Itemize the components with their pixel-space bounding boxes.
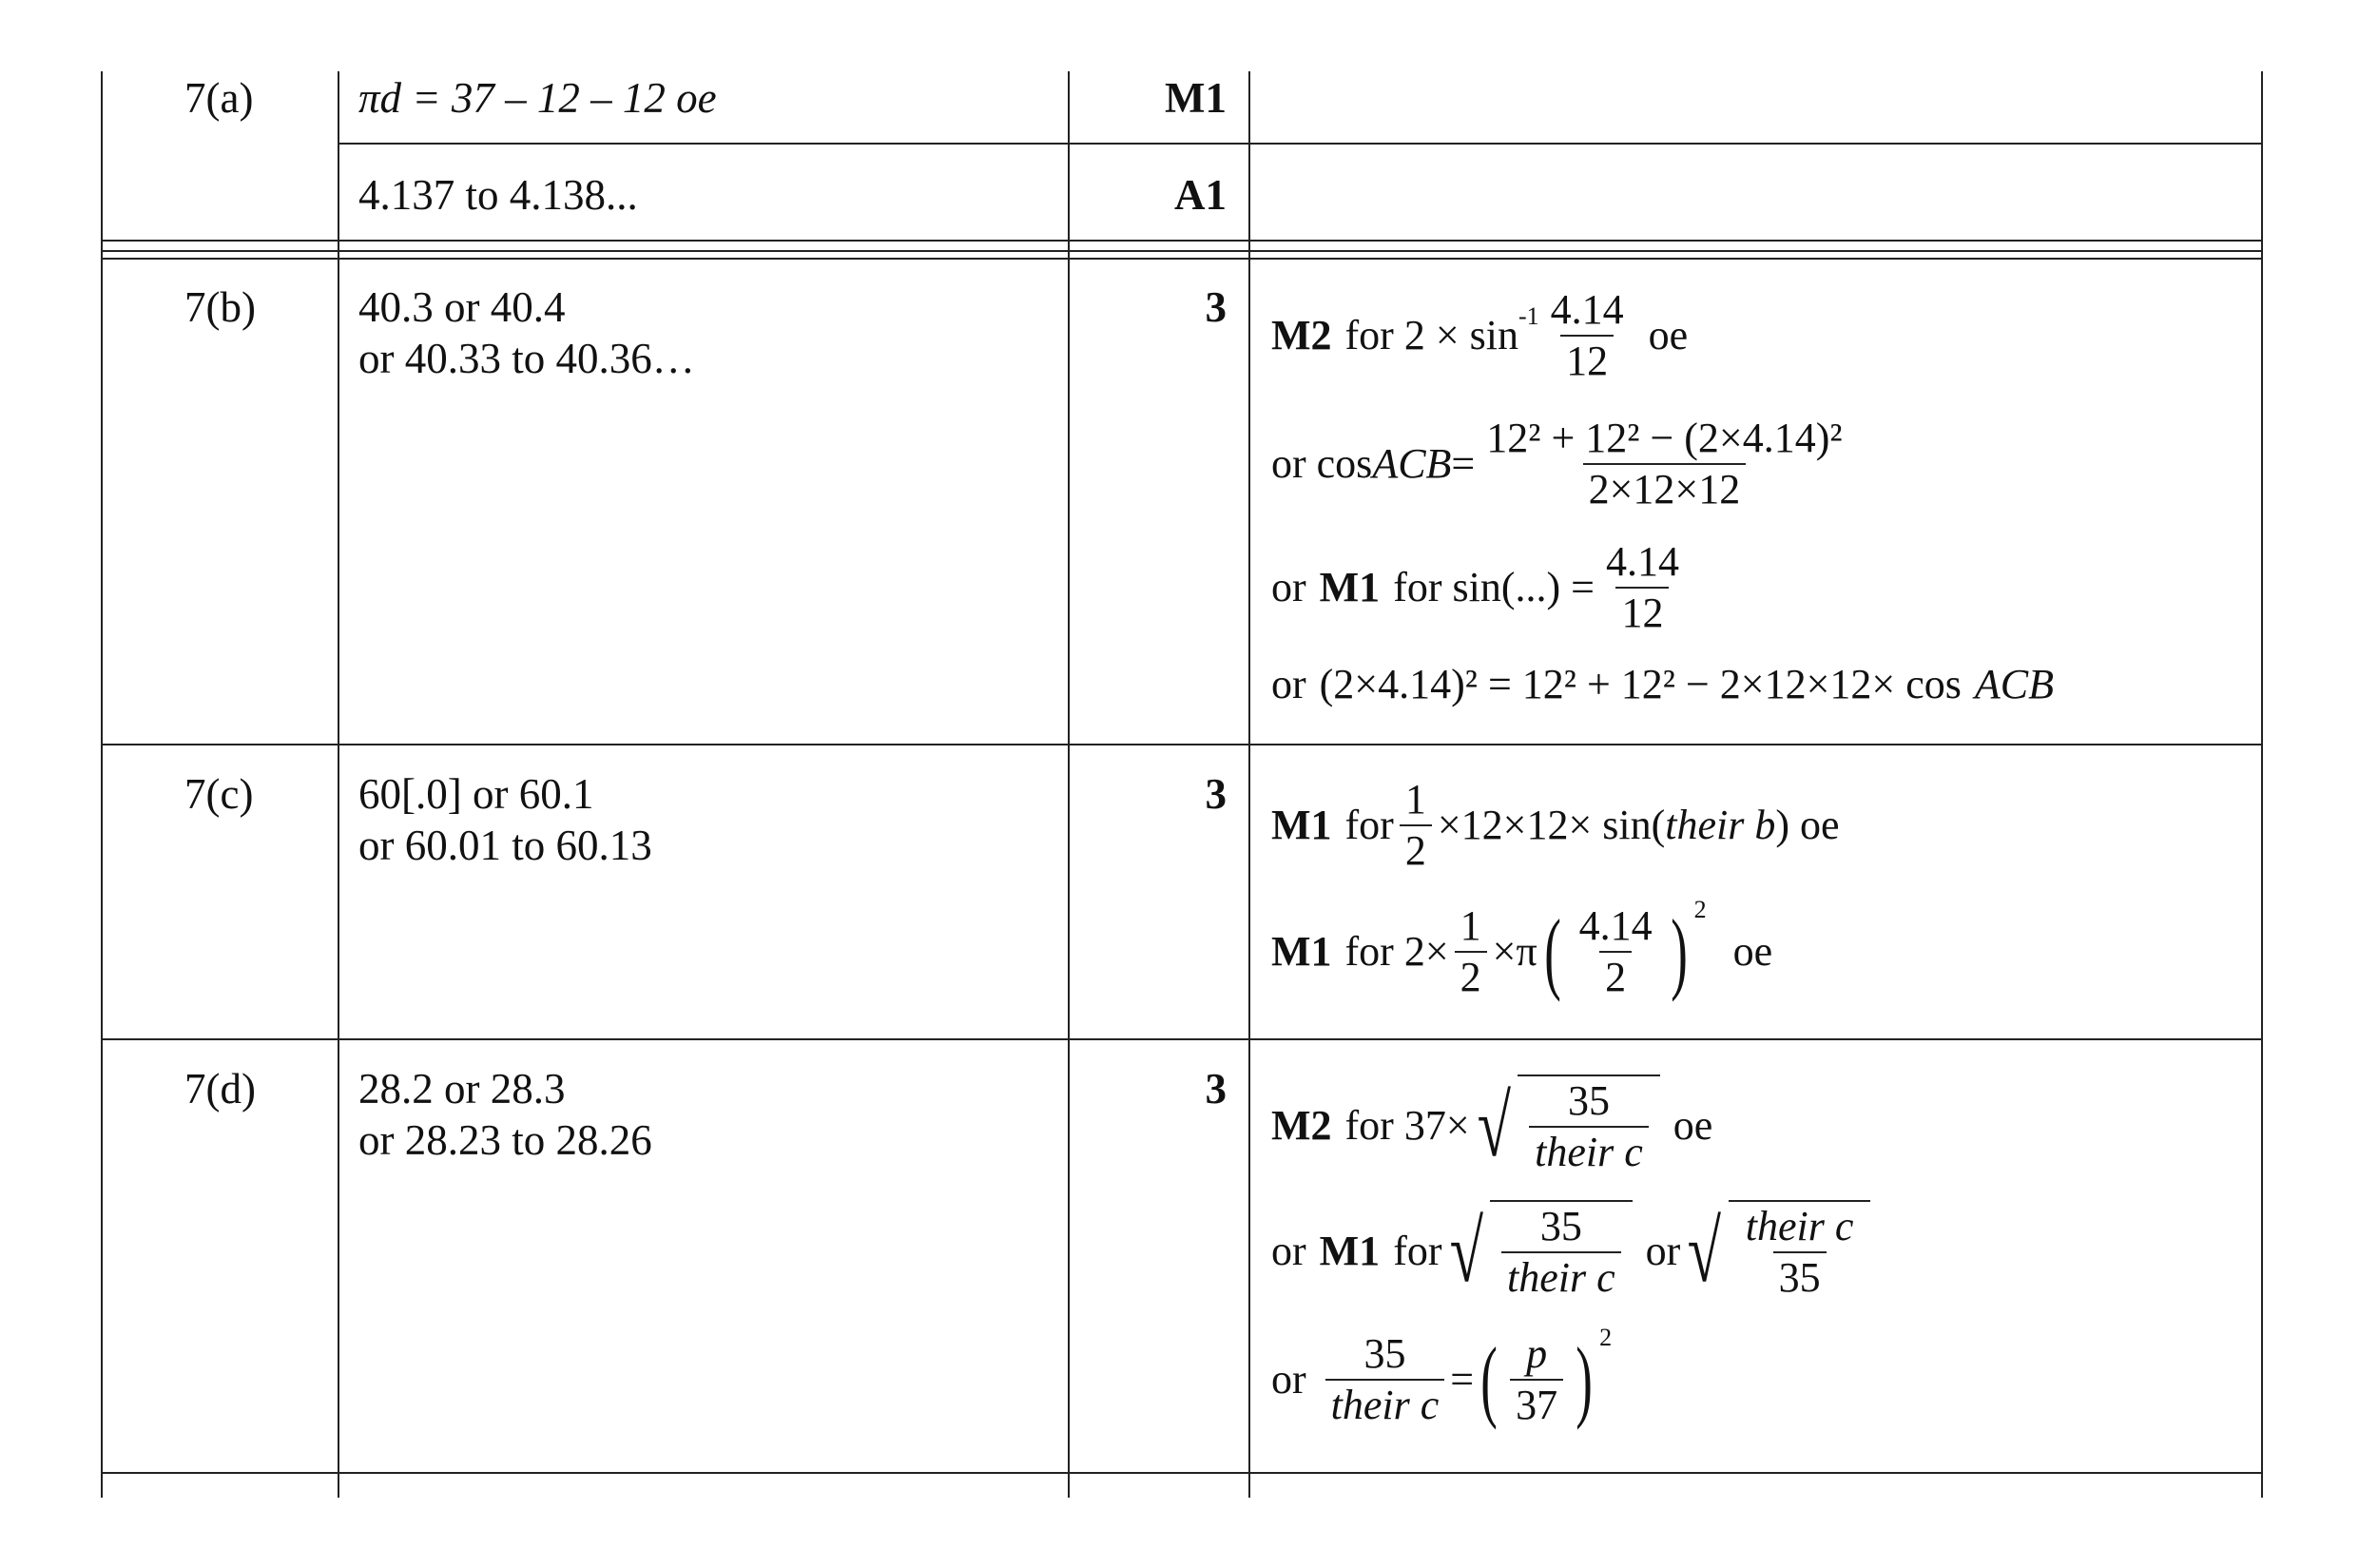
answer-line: or 40.33 to 40.36…	[358, 335, 695, 382]
column-divider	[338, 71, 339, 1498]
guidance-line	[1271, 414, 1854, 514]
guidance-text: for	[1344, 802, 1394, 848]
guidance-text: or cos	[1271, 440, 1373, 487]
mark-value: 3	[1205, 283, 1227, 331]
method-mark-label: M1	[1271, 802, 1332, 848]
method-mark-label: M1	[1319, 1228, 1381, 1274]
answer-line: 28.2 or 28.3	[358, 1065, 566, 1113]
fraction	[1455, 901, 1487, 1002]
guidance-text: or	[1645, 1228, 1681, 1274]
answer-line: 4.137 to 4.138...	[358, 171, 638, 219]
answer-line: 40.3 or 40.4	[358, 283, 566, 331]
fraction-numerator: 35	[1539, 1203, 1582, 1249]
mark-value: M1	[1165, 74, 1227, 122]
fraction	[1400, 775, 1432, 876]
fraction	[1574, 901, 1658, 1002]
radical-icon: √	[1477, 1077, 1511, 1174]
math-expression: ×12×12× sin(	[1437, 802, 1666, 848]
fraction-denominator: their c	[1501, 1251, 1621, 1303]
fraction-denominator: 2	[1400, 824, 1432, 876]
exponent: -1	[1518, 302, 1539, 330]
guidance-line	[1271, 285, 1688, 386]
row-divider	[101, 1472, 2263, 1474]
exponent: 2	[1693, 896, 1707, 923]
guidance-line	[1271, 775, 1840, 876]
question-label: 7(c)	[184, 770, 254, 818]
fraction	[1529, 1076, 1649, 1177]
guidance-text: or	[1271, 1228, 1306, 1274]
method-mark-label: M1	[1319, 564, 1381, 610]
fraction-denominator: 12	[1615, 587, 1669, 638]
fraction-denominator: 2×12×12	[1583, 463, 1747, 514]
guidance-line	[1271, 1324, 1613, 1430]
fraction-denominator: their c	[1529, 1126, 1649, 1177]
column-divider	[1248, 71, 1250, 1498]
method-mark-label: M2	[1271, 312, 1332, 358]
guidance-text: or	[1271, 564, 1306, 610]
guidance-text: ) oe	[1775, 802, 1840, 848]
row-divider	[338, 143, 2263, 145]
guidance-line	[1271, 660, 2054, 709]
guidance-line	[1271, 1074, 1712, 1177]
answer-line: or 60.01 to 60.13	[358, 822, 652, 869]
guidance-text: for	[1393, 1228, 1442, 1274]
fraction	[1480, 414, 1847, 514]
fraction-numerator: 4.14	[1550, 286, 1624, 333]
guidance-text: for 2 × sin	[1344, 312, 1518, 358]
guidance-text: for sin(...) =	[1393, 564, 1595, 610]
square-root	[1442, 1200, 1633, 1303]
guidance-text: =	[1450, 1356, 1475, 1403]
fraction-denominator: 2	[1599, 951, 1632, 1002]
guidance-text: or	[1271, 661, 1306, 707]
square-root	[1470, 1074, 1660, 1177]
fraction-numerator: 4.14	[1605, 538, 1679, 585]
fraction-numerator: 12² + 12² − (2×4.14)²	[1486, 415, 1843, 461]
guidance-text: oe	[1732, 928, 1773, 975]
math-expression: (2×4.14)² = 12² + 12² − 2×12×12× cos	[1319, 661, 1962, 707]
answer-line: πd = 37 – 12 – 12 oe	[358, 74, 717, 122]
radical-icon: √	[1449, 1203, 1483, 1300]
column-divider	[101, 71, 103, 1498]
mark-value: A1	[1174, 171, 1227, 219]
row-divider	[101, 240, 2263, 242]
fraction-numerator: 1	[1404, 776, 1426, 823]
left-paren-icon: (	[1480, 1328, 1498, 1430]
question-label: 7(d)	[184, 1065, 256, 1113]
guidance-text: for 2×	[1344, 928, 1449, 975]
question-label: 7(a)	[184, 74, 254, 122]
right-paren-icon: )	[1576, 1328, 1593, 1430]
fraction	[1545, 285, 1630, 386]
math-variable: their b	[1665, 802, 1776, 848]
fraction-numerator: their c	[1745, 1203, 1854, 1249]
answer-line: 60[.0] or 60.1	[358, 770, 594, 818]
exponent: 2	[1599, 1324, 1613, 1351]
mark-value: 3	[1205, 1065, 1227, 1113]
column-divider	[2261, 71, 2263, 1498]
left-paren-icon: (	[1543, 900, 1561, 1002]
row-divider	[101, 250, 2263, 252]
guidance-line	[1271, 896, 1773, 1002]
guidance-text: or	[1271, 1356, 1306, 1403]
mark-value: 3	[1205, 770, 1227, 818]
question-label: 7(b)	[184, 283, 256, 331]
guidance-text: oe	[1673, 1102, 1713, 1149]
guidance-line	[1271, 1200, 1870, 1303]
guidance-text: =	[1451, 440, 1476, 487]
guidance-line	[1271, 537, 1691, 638]
fraction	[1600, 537, 1685, 638]
fraction-numerator: 1	[1460, 902, 1481, 949]
fraction	[1740, 1202, 1860, 1303]
fraction-denominator: their c	[1325, 1379, 1445, 1430]
guidance-text: for 37×	[1344, 1102, 1470, 1149]
fraction	[1501, 1202, 1621, 1303]
fraction	[1510, 1329, 1563, 1430]
fraction-numerator: 35	[1567, 1077, 1610, 1124]
math-expression: ×π	[1492, 928, 1537, 975]
method-mark-label: M1	[1271, 928, 1332, 975]
column-divider	[1068, 71, 1070, 1498]
radical-icon: √	[1687, 1203, 1722, 1300]
fraction-numerator: 35	[1363, 1330, 1406, 1377]
guidance-text: oe	[1648, 312, 1689, 358]
fraction-denominator: 12	[1560, 335, 1614, 386]
method-mark-label: M2	[1271, 1102, 1332, 1149]
square-root	[1680, 1200, 1870, 1303]
math-variable: ACB	[1372, 440, 1452, 487]
fraction-denominator: 37	[1510, 1379, 1563, 1430]
fraction-denominator: 35	[1773, 1251, 1827, 1303]
right-paren-icon: )	[1670, 900, 1688, 1002]
math-variable: ACB	[1974, 661, 2054, 707]
fraction-numerator: 4.14	[1578, 902, 1653, 949]
row-divider	[101, 258, 2263, 260]
row-divider	[101, 1038, 2263, 1040]
fraction-numerator: p	[1526, 1330, 1548, 1377]
fraction-denominator: 2	[1455, 951, 1487, 1002]
row-divider	[101, 744, 2263, 745]
answer-line: or 28.23 to 28.26	[358, 1116, 652, 1164]
fraction	[1325, 1329, 1445, 1430]
